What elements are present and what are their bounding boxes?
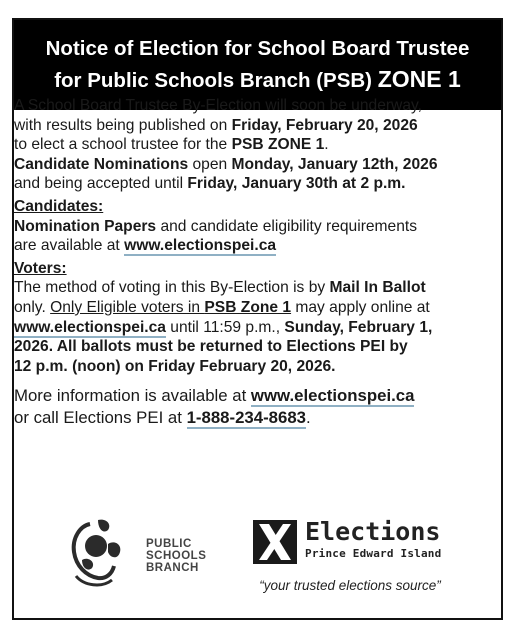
candidates-text: are available at [14,237,125,255]
voters-line [14,298,477,318]
intro-line [14,174,477,194]
voters-section [14,259,477,377]
voters-text: may apply online at [291,298,430,316]
results-date: Friday, February 20, 2026 [231,116,418,134]
more-info-line [14,385,477,407]
voters-line [14,318,477,338]
candidates-heading: Candidates: [14,197,104,215]
more-info-section [14,385,477,429]
intro-text: . [324,136,329,154]
candidates-line [14,217,477,237]
logos-row [0,508,519,598]
header-line-2-text: for Public Schools Branch (PSB) [54,69,378,92]
candidates-text: and candidate eligibility requirements [156,217,418,235]
intro-line [14,116,477,136]
intro-line [14,135,477,155]
mail-in-ballot-label: Mail In Ballot [329,279,426,297]
voters-text: until 11:59 p.m., [165,318,285,336]
eligible-voters-note [50,299,291,316]
website-link[interactable]: www.electionspei.ca [250,386,415,406]
zone-label: PSB Zone 1 [204,298,292,316]
voters-text: only. [14,298,51,316]
candidates-section [14,197,477,256]
intro-text: and being accepted until [14,175,188,193]
voters-line [14,278,477,298]
intro-text: with results being published on [14,116,232,134]
voters-text: The method of voting in this By-Election is by [14,279,330,297]
psb-logo-line: SCHOOLS [146,550,207,562]
intro-text: open [188,155,232,173]
more-info-text: . [306,408,311,428]
voters-heading: Voters: [14,259,67,277]
zone-label: PSB ZONE 1 [231,136,325,154]
elections-x-icon [253,520,297,564]
elections-logo-word: Elections [305,517,441,546]
website-link[interactable]: www.electionspei.ca [14,318,166,336]
elections-tagline: “your trusted elections source” [259,578,441,593]
nominations-open-date: Monday, January 12th, 2026 [231,155,438,173]
notice-body [14,96,477,429]
nominations-close-date: Friday, January 30th at 2 p.m. [187,175,406,193]
application-deadline: Sunday, February 1, [284,318,433,336]
voters-line: 12 p.m. (noon) on Friday February 20, 2026. [14,357,336,375]
voters-text: Only Eligible voters in [50,298,205,316]
intro-line [14,155,477,175]
phone-number-link[interactable]: 1-888-234-8683 [186,408,306,428]
intro-section [14,96,477,194]
psb-emblem-icon [62,516,142,592]
more-info-text: More information is available at [14,386,251,406]
psb-logo [62,516,207,586]
website-link[interactable]: www.electionspei.ca [124,237,277,255]
psb-logo-line: BRANCH [146,562,199,574]
header-line-2 [14,64,501,96]
intro-line: A School Board Trustee By-Election will soon be underway, [14,97,422,114]
more-info-line [14,407,477,429]
header-zone: ZONE 1 [377,66,461,92]
header-line-1: Notice of Election for School Board Trustee [45,37,470,60]
nominations-label: Candidate Nominations [14,155,189,173]
voters-line: 2026. All ballots must be returned to Elections PEI by [14,338,408,356]
psb-logo-text [146,538,206,574]
nomination-papers-label: Nomination Papers [14,217,157,235]
elections-logo-subtitle: Prince Edward Island [305,547,442,560]
candidates-line [14,236,477,256]
psb-logo-line: PUBLIC [146,538,192,550]
more-info-text: or call Elections PEI at [14,408,187,428]
intro-text: to elect a school trustee for the [14,136,232,154]
